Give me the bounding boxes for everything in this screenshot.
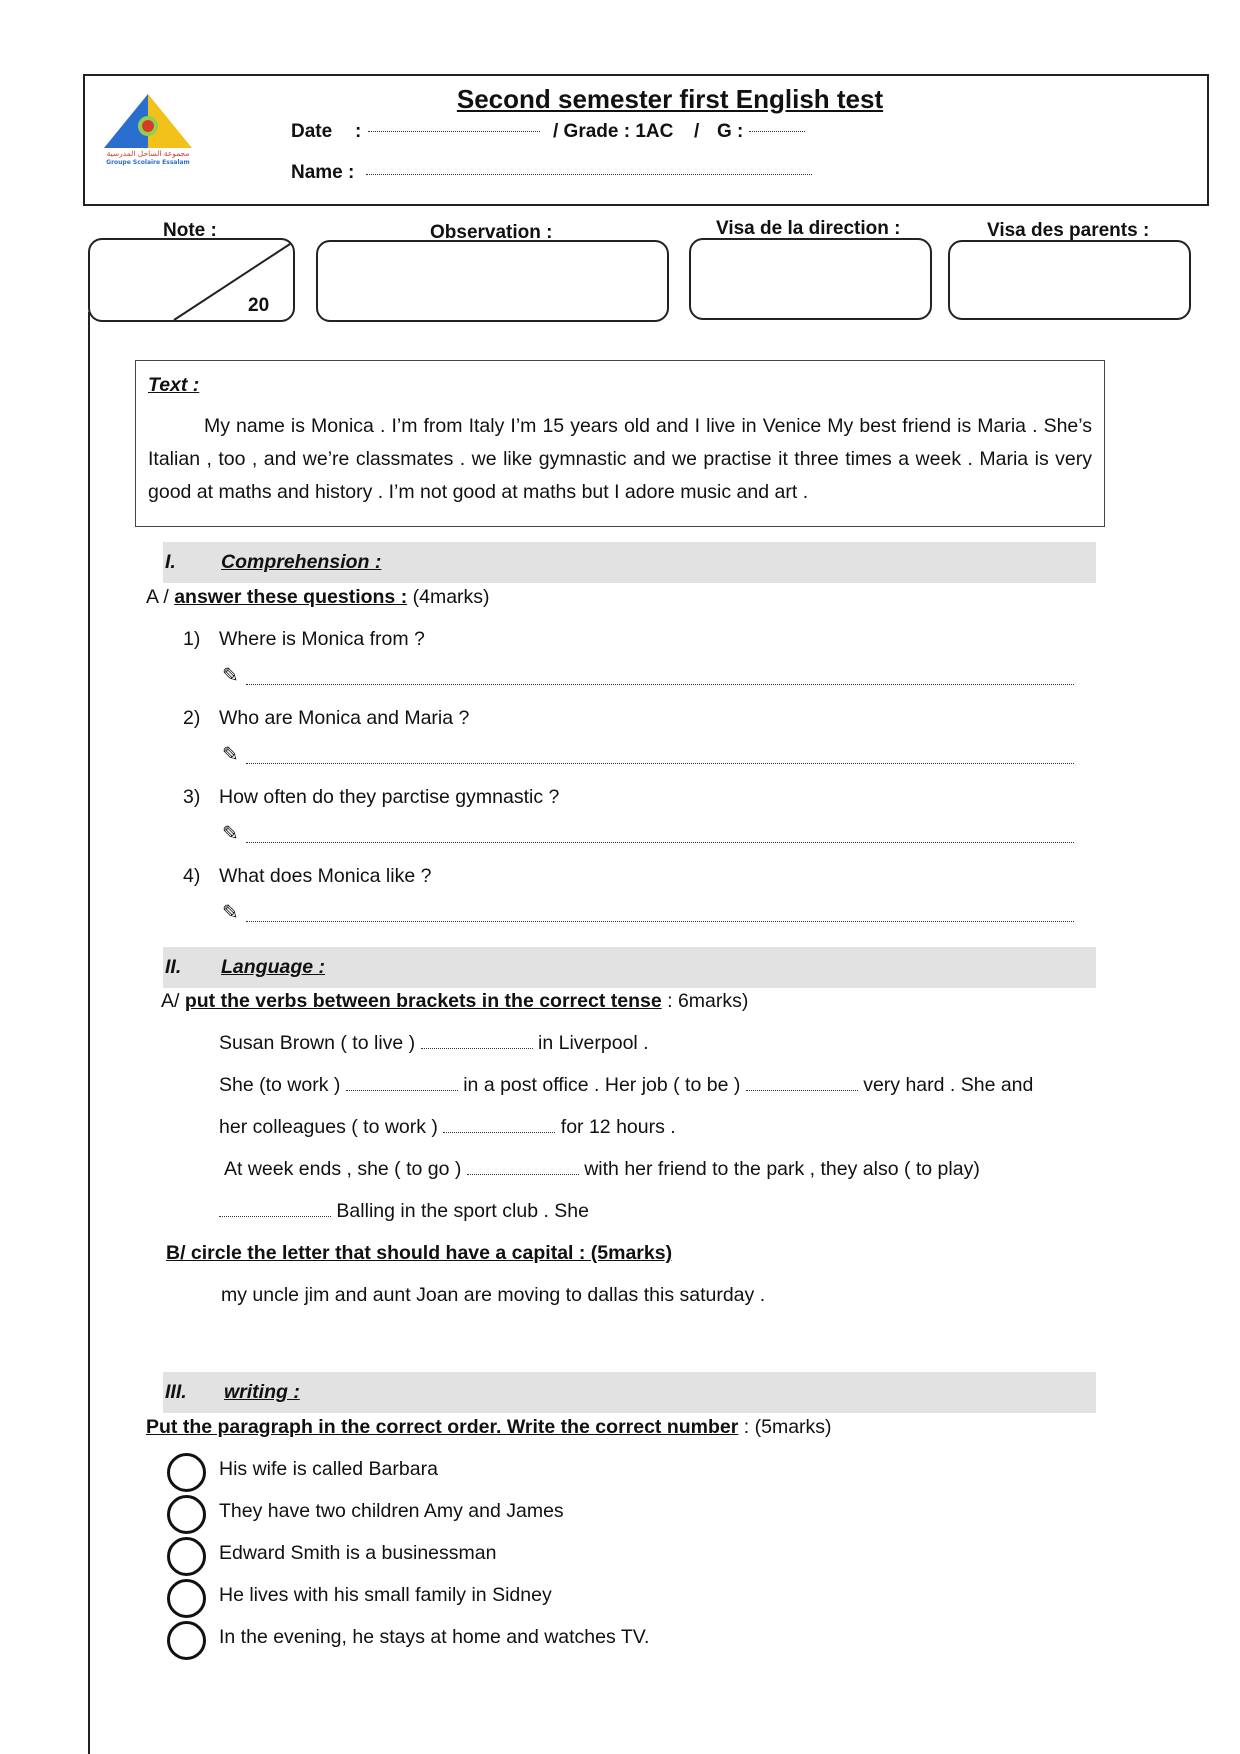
section-number: I.	[165, 551, 176, 573]
question-text: What does Monica like ?	[219, 865, 432, 887]
answer-line[interactable]	[222, 665, 1074, 689]
blank-field[interactable]	[746, 1086, 858, 1091]
date-colon: :	[355, 121, 362, 142]
answer-line[interactable]	[222, 744, 1074, 768]
page-title: Second semester first English test	[456, 84, 884, 114]
tense-line-1: Susan Brown ( to live ) in Liverpool .	[219, 1032, 649, 1054]
instruction-text: Put the paragraph in the correct order. Write the correct number	[146, 1416, 739, 1438]
tense-line-4: At week ends , she ( to go ) with her friend to the park , they also ( to play)	[224, 1158, 980, 1180]
writing-instruction	[146, 1416, 832, 1439]
order-number-circle[interactable]	[167, 1579, 206, 1618]
note-total: 20	[248, 295, 270, 316]
order-number-circle[interactable]	[167, 1537, 206, 1576]
section-comprehension	[163, 542, 1096, 583]
instruction-marks: : 6marks)	[667, 990, 749, 1012]
pencil-icon: ✎	[222, 744, 239, 766]
grade-separator: /	[694, 121, 700, 142]
visa-direction-label: Visa de la direction :	[716, 218, 901, 239]
blank-field[interactable]	[346, 1086, 458, 1091]
comprehension-instruction	[146, 586, 490, 609]
tense-line-3: her colleagues ( to work ) for 12 hours .	[219, 1116, 676, 1138]
pencil-icon: ✎	[222, 902, 239, 924]
date-field[interactable]	[368, 131, 540, 132]
order-number-circle[interactable]	[167, 1621, 206, 1660]
visa-direction-box[interactable]	[689, 238, 932, 320]
blank-field[interactable]	[443, 1128, 555, 1133]
answer-line[interactable]	[222, 902, 1074, 926]
section-number: III.	[165, 1381, 187, 1403]
blank-field[interactable]	[219, 1212, 331, 1217]
note-box[interactable]	[88, 238, 295, 322]
instruction-prefix: A/	[161, 990, 180, 1012]
order-item: Edward Smith is a businessman	[219, 1542, 497, 1564]
capital-letter-sentence[interactable]: my uncle jim and aunt Joan are moving to dallas this saturday .	[221, 1284, 766, 1306]
group-field[interactable]	[749, 131, 805, 132]
question-number: 3)	[183, 786, 201, 808]
order-item: In the evening, he stays at home and watches TV.	[219, 1626, 650, 1648]
reading-text-box	[135, 360, 1105, 527]
grade-label: / Grade : 1AC	[553, 121, 674, 142]
instruction-prefix: A /	[146, 586, 169, 608]
section-title: writing :	[224, 1381, 300, 1403]
section-title: Language :	[221, 956, 326, 978]
note-label: Note :	[163, 220, 217, 241]
order-number-circle[interactable]	[167, 1453, 206, 1492]
section-writing	[163, 1372, 1096, 1413]
blank-field[interactable]	[467, 1170, 579, 1175]
language-a-instruction	[161, 990, 748, 1013]
pencil-icon: ✎	[222, 823, 239, 845]
section-title: Comprehension :	[221, 551, 382, 573]
question-number: 4)	[183, 865, 201, 887]
section-language	[163, 947, 1096, 988]
tense-line-5: Balling in the sport club . She	[219, 1200, 589, 1223]
left-margin-line	[88, 312, 90, 1754]
name-field[interactable]	[366, 174, 812, 175]
order-item: His wife is called Barbara	[219, 1458, 438, 1480]
order-item: He lives with his small family in Sidney	[219, 1584, 552, 1606]
order-item: They have two children Amy and James	[219, 1500, 564, 1522]
text-label: Text :	[148, 374, 200, 396]
section-number: II.	[165, 956, 182, 978]
question-number: 2)	[183, 707, 201, 729]
reading-text: My name is Monica . I’m from Italy I’m 15 years old and I live in Venice My best friend is Maria . She’s Italian , too , and we’re classmates . we like gymnastic and we practise it three times a week . Maria is very good at maths and history . I’m not good at maths but I adore music and art .	[148, 415, 1092, 503]
instruction-text: put the verbs between brackets in the correct tense	[184, 990, 662, 1012]
instruction-marks: (4marks)	[412, 586, 490, 608]
answer-line[interactable]	[222, 823, 1074, 847]
instruction-text: answer these questions :	[174, 586, 408, 608]
order-number-circle[interactable]	[167, 1495, 206, 1534]
question-number: 1)	[183, 628, 201, 650]
logo-arabic-text: مجموعة الساحل المدرسية	[106, 149, 190, 158]
observation-label: Observation :	[430, 222, 553, 243]
question-text: Who are Monica and Maria ?	[219, 707, 470, 729]
pencil-icon: ✎	[222, 665, 239, 687]
date-label: Date	[291, 121, 333, 142]
visa-parents-box[interactable]	[948, 240, 1191, 320]
language-b-instruction: B/ circle the letter that should have a capital : (5marks)	[166, 1242, 673, 1264]
logo-latin-text: Groupe Scolaire Essalam	[106, 159, 190, 166]
visa-parents-label: Visa des parents :	[987, 220, 1150, 241]
question-text: How often do they parctise gymnastic ?	[219, 786, 560, 808]
instruction-marks: : (5marks)	[743, 1416, 832, 1438]
blank-field[interactable]	[421, 1044, 533, 1049]
tense-line-2: She (to work ) in a post office . Her job ( to be ) very hard . She and	[219, 1074, 1034, 1096]
group-label: G :	[717, 121, 744, 142]
name-label: Name :	[291, 162, 355, 183]
observation-box[interactable]	[316, 240, 669, 322]
question-text: Where is Monica from ?	[219, 628, 425, 650]
